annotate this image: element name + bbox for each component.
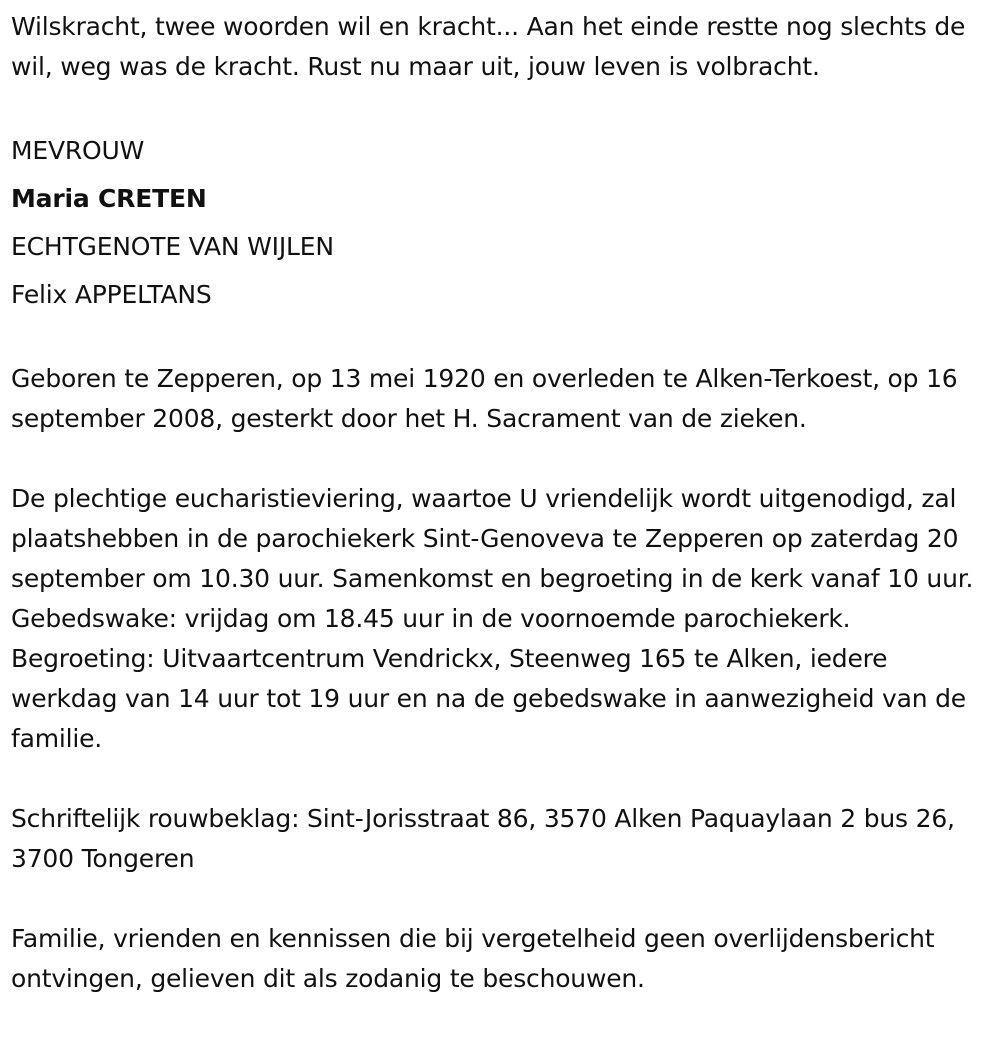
spouse-name: Felix APPELTANS	[11, 280, 212, 309]
verse-paragraph: Wilskracht, twee woorden wil en kracht... Aan het einde restte nog slechts de wil, weg was de kracht. Rust nu maar uit, jouw leven is volbracht.	[11, 12, 966, 81]
ceremony-paragraph: De plechtige eucharistieviering, waartoe U vriendelijk wordt uitgenodigd, zal plaatshebben in de parochiekerk Sint-Genoveva te Zepperen op zaterdag 20 september om 10.30 uur. Samenkomst en begroeting in de kerk vanaf 10 uur. Gebedswake: vrijdag om 18.45 uur in de voornoemde parochiekerk. Begroeting: Uitvaartcentrum Vendrickx, Steenweg 165 te Alken, iedere werkdag van 14 uur tot 19 uur en na de gebedswake in aanwezigheid van de familie.	[11, 484, 974, 753]
deceased-name: Maria CRETEN	[11, 184, 207, 213]
obituary-document	[11, 7, 996, 999]
birth-death-paragraph: Geboren te Zepperen, op 13 mei 1920 en overleden te Alken-Terkoest, op 16 september 2008, gesterkt door het H. Sacrament van de zieken.	[11, 364, 958, 433]
relation-label: ECHTGENOTE VAN WIJLEN	[11, 232, 334, 261]
name-block	[11, 127, 996, 319]
title-prefix: MEVROUW	[11, 136, 145, 165]
spacer	[11, 439, 996, 479]
spacer	[11, 319, 996, 359]
spacer	[11, 879, 996, 919]
spacer	[11, 759, 996, 799]
condolences-paragraph: Schriftelijk rouwbeklag: Sint-Jorisstraat 86, 3570 Alken Paquaylaan 2 bus 26, 3700 Tongeren	[11, 804, 955, 873]
spacer	[11, 87, 996, 127]
notice-paragraph: Familie, vrienden en kennissen die bij vergetelheid geen overlijdensbericht ontvingen, gelieven dit als zodanig te beschouwen.	[11, 924, 935, 993]
